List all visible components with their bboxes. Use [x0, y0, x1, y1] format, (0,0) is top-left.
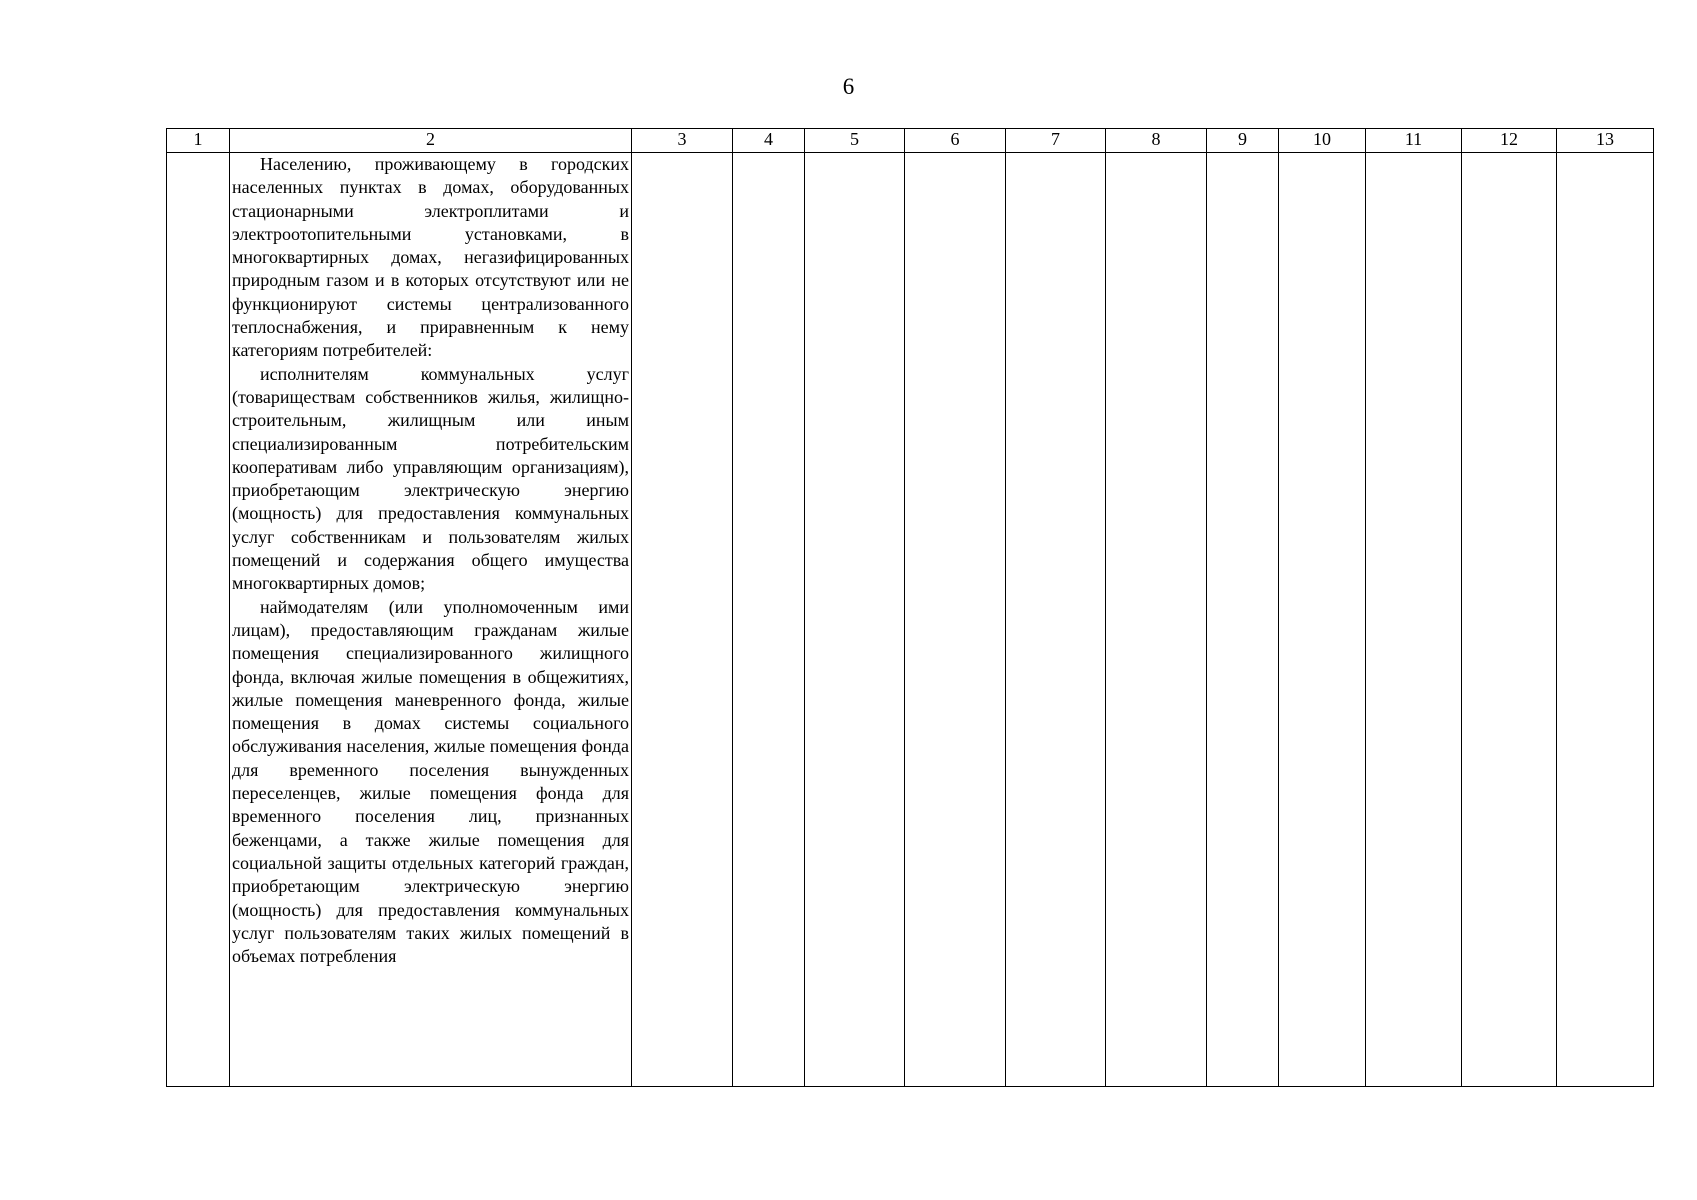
- column-number: 11: [1366, 129, 1462, 153]
- table-cell-empty: [733, 153, 805, 1087]
- column-number: 13: [1557, 129, 1654, 153]
- table-cell-empty: [167, 153, 230, 1087]
- column-number: 3: [632, 129, 733, 153]
- table-cell-empty: [1462, 153, 1557, 1087]
- table-cell-empty: [1366, 153, 1462, 1087]
- table-cell-empty: [805, 153, 905, 1087]
- column-number: 9: [1207, 129, 1279, 153]
- table-cell-empty: [632, 153, 733, 1087]
- tariff-table: [166, 128, 1654, 1087]
- column-number: 6: [905, 129, 1006, 153]
- column-number: 4: [733, 129, 805, 153]
- table-row: [167, 153, 1654, 1087]
- table-cell-empty: [1279, 153, 1366, 1087]
- column-number: 5: [805, 129, 905, 153]
- column-number-row: [167, 129, 1654, 153]
- page-number: 6: [842, 74, 855, 99]
- description-paragraph: исполнителям коммунальных услуг (товариществам собственников жилья, жилищно-строительным, жилищным или иным специализированным потребительским кооперативам либо управляющим организациям), приобретающим электрическую энергию (мощность) для предоставления коммунальных услуг собственникам и пользователям жилых помещений и содержания общего имущества многоквартирных домов;: [232, 363, 629, 594]
- column-number: 10: [1279, 129, 1366, 153]
- table-cell-empty: [1557, 153, 1654, 1087]
- table-cell-empty: [1207, 153, 1279, 1087]
- column-number: 8: [1106, 129, 1207, 153]
- column-number: 1: [167, 129, 230, 153]
- column-number: 2: [230, 129, 632, 153]
- description-paragraph: наймодателям (или уполномоченным ими лицам), предоставляющим гражданам жилые помещения специализированного жилищного фонда, включая жилые помещения в общежитиях, жилые помещения маневренного фонда, жилые помещения в домах системы социального обслуживания населения, жилые помещения фонда для временного поселения вынужденных переселенцев, жилые помещения фонда для временного поселения лиц, признанных беженцами, а также жилые помещения для социальной защиты отдельных категорий граждан, приобретающим электрическую энергию (мощность) для предоставления коммунальных услуг пользователям таких жилых помещений в объемах потребления: [232, 596, 629, 967]
- description-paragraph: Населению, проживающему в городских населенных пунктах в домах, оборудованных стационарными электроплитами и электроотопительными установками, в многоквартирных домах, негазифицированных природным газом и в которых отсутствуют или не функционируют системы централизованного теплоснабжения, и приравненным к нему категориям потребителей:: [232, 154, 629, 361]
- description-cell: [230, 153, 632, 1087]
- column-number: 12: [1462, 129, 1557, 153]
- table-cell-empty: [1106, 153, 1207, 1087]
- column-number: 7: [1006, 129, 1106, 153]
- table-cell-empty: [1006, 153, 1106, 1087]
- table-cell-empty: [905, 153, 1006, 1087]
